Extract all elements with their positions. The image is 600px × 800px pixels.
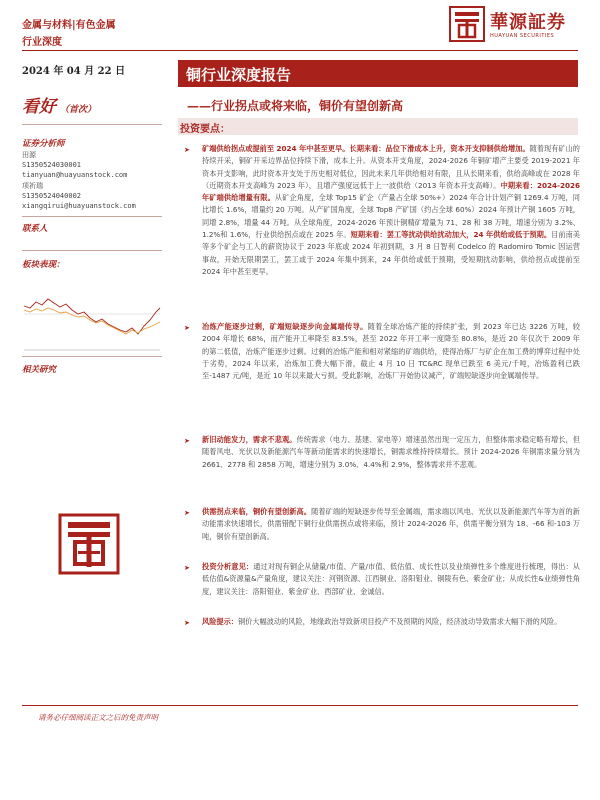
bullet-arrow-icon: ➤ bbox=[184, 564, 190, 572]
report-date: 2024 年 04 月 22 日 bbox=[22, 66, 126, 77]
rating-note: （首次） bbox=[60, 105, 97, 115]
point-highlight: 风险提示： bbox=[202, 617, 238, 626]
series-line-index bbox=[24, 308, 160, 334]
point-text: 从矿企角度，全球 Top15 矿企（产量占全球 50%+）2024 年合计计划产铜 1269.4 万吨，同比增长 1.6%，增量约 20 万吨。从产矿国角度，全球 Top8 产矿国（约占全球 60%）2024 年预计产铜 1605 万吨，同增 2.8%，增量 44 万吨。从全球角度，2024-2026 年预计铜精矿增量为 71、28 和 38 万吨，增速分别为 3.2%、1.2%和 1.6%，行业供给拐点或在 2025 年。 bbox=[202, 193, 580, 240]
sidebar-divider bbox=[22, 124, 162, 125]
bullet-arrow-icon: ➤ bbox=[184, 619, 190, 627]
point-highlight: 矿端供给拐点或提前至 2024 年中甚至更早。长期来看：品位下滑成本上升，资本开支抑制供给增加。 bbox=[202, 144, 530, 153]
analyst-line: S1350524040002 bbox=[22, 191, 82, 200]
rating-label: 看好 bbox=[22, 97, 56, 117]
bullet-arrow-icon: ➤ bbox=[184, 509, 190, 517]
sector-performance-chart bbox=[22, 272, 162, 352]
point-text: 目前南美等多个矿企与工人的薪资协议于 2023 年底或 2024 年初到期，3 月 8 日智利 Codelco 的 Radomiro Tomic 因运营事故，开始无限期罢工，罢工或于 2024 年集中到来，24 年供给或低于预期，受短期扰动影响，供给拐点或提前至 2024 年中甚至更早。 bbox=[202, 230, 580, 276]
point-highlight: 冶炼产能逐步过剩，矿端短缺逐步向金属端传导。 bbox=[202, 322, 368, 331]
point-highlight: 短期来看：罢工等扰动供给扰动加大，24 年供给或低于预期。 bbox=[350, 230, 552, 240]
point-text: 随着矿端的短缺逐步传导至金属端，需求端以风电、光伏以及新能源汽车等为首的新动能需求快速增长，供需错配下铜行业供需拐点或将来临，预计 2024-2026 年，供需平衡分别为 18、-66 和-103 万吨，铜价有望创新高。 bbox=[202, 507, 580, 541]
investment-point bbox=[178, 506, 580, 561]
point-text: 随着全球冶炼产能的持续扩张，到 2023 年已达 3226 万吨，较 2004 年增长 68%，而产能开工率降至 83.5%，甚至 2022 年开工率一度降至 80.8%，是近 20 年仅次于 2009 年的第二低值，冶炼产能逐步过剩。过剩的冶炼产能和相对紧缩的矿端供给，使得冶炼厂与矿企在加工费的博弈过程中处于劣势，2024 年以来，冶炼加工费大幅下滑，截止 4 月 10 日 TC&RC 现单已跌至 6 美元/千吨，冶炼盈利已跌至-1487 元/吨，是近 10 年以来最大亏损。受此影响，冶炼厂开始协议减产，矿端短缺逐步向金属端传导。 bbox=[202, 322, 580, 381]
bullet-arrow-icon: ➤ bbox=[184, 146, 190, 154]
investment-points bbox=[178, 143, 580, 628]
investment-point bbox=[178, 616, 580, 628]
series-line-sector bbox=[24, 299, 160, 334]
analyst-line: 田源 bbox=[22, 151, 36, 159]
analyst-email[interactable]: tianyuan@huayuanstock.com bbox=[22, 171, 128, 180]
related-research-heading: 相关研究 bbox=[22, 365, 57, 375]
report-title: 铜行业深度报告 bbox=[186, 66, 292, 84]
investment-point bbox=[178, 321, 580, 434]
point-highlight: 新旧动能发力，需求不悲观。 bbox=[202, 435, 297, 444]
brand-name: 華源証券 bbox=[490, 12, 566, 33]
brand-name-english: HUAYUAN SECURITIES bbox=[490, 33, 555, 39]
chart-heading: 板块表现： bbox=[22, 260, 65, 270]
sidebar-divider bbox=[22, 356, 162, 357]
header-report-type: 行业深度 bbox=[22, 37, 62, 48]
header-category: 金属与材料|有色金属 bbox=[22, 20, 116, 31]
point-text: 铜价大幅波动的风险，地缘政治导致新项目投产不及预期的风险，经济波动导致需求大幅下滑的风险。 bbox=[237, 617, 562, 626]
investment-point bbox=[178, 434, 580, 506]
bullet-arrow-icon: ➤ bbox=[184, 324, 190, 332]
point-text: 随着现有矿山的持续开采，铜矿开采边界品位持续下滑，成本上升。从资本开支角度，2024-2026 年铜矿增产主要受 2019-2021 年资本开支影响，此时资本开支处于历史相对低位，因此未来几年供给相对有限，且从长期来看，供给高峰或在 2028 年（近期资本开支高峰为 2023 年），且增产强度远低于上一波供给（2013 年资本开支高峰）。 bbox=[202, 144, 580, 190]
report-subtitle: ——行业拐点或将来临，铜价有望创新高 bbox=[187, 99, 404, 113]
footer-divider bbox=[22, 705, 578, 706]
sidebar-divider bbox=[22, 216, 162, 217]
investment-point bbox=[178, 561, 580, 616]
disclaimer-note[interactable]: 请务必仔细阅读正文之后的免责声明 bbox=[38, 713, 158, 722]
huayuan-stamp-icon bbox=[58, 513, 120, 575]
bullet-arrow-icon: ➤ bbox=[184, 437, 190, 445]
analyst-line: 项祈瑞 bbox=[22, 181, 43, 190]
analyst-heading: 证券分析师 bbox=[22, 139, 65, 149]
point-text: 通过对现有铜企从储量/市值、产量/市值、低估值、成长性以及业绩弹性多个维度进行梳理，得出：从低估值&资源量&产量角度，建议关注：河钢资源、江西铜业、洛阳钼业、铜陵有色、紫金矿业；从成长性&业绩弹性角度，建议关注：洛阳钼业、紫金矿业、西部矿业、金诚信。 bbox=[202, 562, 580, 596]
investment-point bbox=[178, 143, 580, 321]
analyst-line: S1350524030001 bbox=[22, 161, 82, 170]
point-highlight: 中期来看：2024-2026 年矿端供给增量有限。 bbox=[202, 180, 580, 203]
investment-heading-bar bbox=[178, 118, 578, 135]
point-highlight: 投资分析意见： bbox=[202, 562, 254, 571]
contacts-heading: 联系人 bbox=[22, 224, 48, 234]
point-highlight: 供需拐点来临，铜价有望创新高。 bbox=[202, 507, 312, 516]
point-text: 传统需求（电力、基建、家电等）增速虽然出现一定压力，但整体需求稳定略有增长，但随着风电、光伏以及新能源汽车等新动能需求的快速增长，铜需求维持持续增长。预计 2024-2026 年铜需求量分别为 2661、2778 和 2858 万吨，增速分别为 3.0%、4.4%和 2.9%，整体需求并不悲观。 bbox=[202, 435, 580, 469]
sidebar-divider bbox=[22, 250, 162, 251]
huayuan-logo-icon bbox=[449, 6, 485, 42]
rating bbox=[22, 92, 96, 117]
analyst-email[interactable]: xiangqirui@huayuanstock.com bbox=[22, 202, 136, 211]
analyst-list bbox=[22, 150, 136, 211]
header-divider bbox=[22, 50, 578, 51]
investment-heading: 投资要点： bbox=[180, 124, 230, 135]
